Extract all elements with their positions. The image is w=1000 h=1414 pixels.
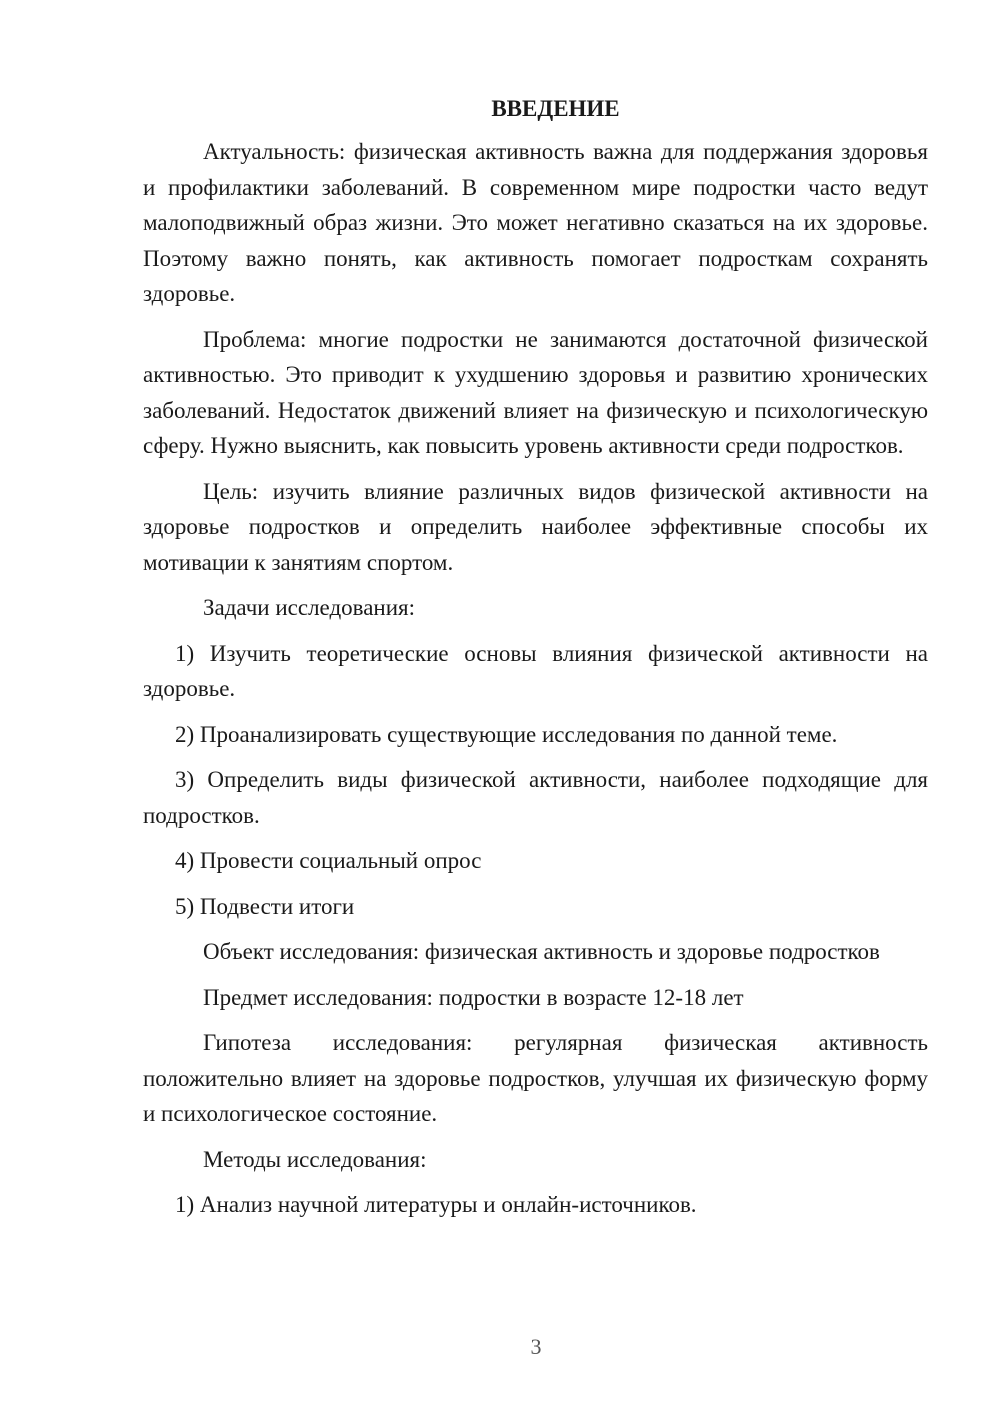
task-item-4: 4) Провести социальный опрос [175, 848, 482, 873]
task-item-2: 2) Проанализировать существующие исследования по данной теме. [175, 721, 838, 747]
paragraph-goal: Цель: изучить влияние различных видов физической активности на здоровье подростков и определить наиболее эффективные способы их мотивации к занятиям спортом. [143, 478, 928, 575]
page-title: ВВЕДЕНИЕ [491, 96, 620, 121]
paragraph-subject: Предмет исследования: подростки в возрасте 12-18 лет [203, 984, 744, 1010]
paragraph-relevance: Актуальность: физическая активность важна для поддержания здоровья и профилактики заболеваний. В современном мире подростки часто ведут малоподвижный образ жизни. Это может негативно сказаться на их здоровье. Поэтому важно понять, как активность помогает подросткам сохранять здоровье. [143, 139, 928, 306]
method-item-1: 1) Анализ научной литературы и онлайн-источников. [175, 1192, 697, 1217]
task-item-3: 3) Определить виды физической активности, наиболее подходящие для подростков. [143, 767, 928, 828]
page-number: 3 [530, 1334, 542, 1359]
paragraph-problem: Проблема: многие подростки не занимаются достаточной физической активностью. Это приводит к ухудшению здоровья и развитию хронических заболеваний. Недостаток движений влияет на физическую и психологическую сферу. Нужно выяснить, как повысить уровень активности среди подростков. [143, 326, 928, 458]
paragraph-tasks-heading: Задачи исследования: [203, 595, 416, 620]
paragraph-object: Объект исследования: физическая активность и здоровье подростков [203, 939, 880, 964]
paragraph-methods-heading: Методы исследования: [203, 1146, 427, 1172]
paragraph-hypothesis: Гипотеза исследования: регулярная физическая активность положительно влияет на здоровье подростков, улучшая их физическую форму и психологическое состояние. [143, 1030, 928, 1126]
task-item-5: 5) Подвести итоги [175, 893, 355, 919]
task-item-1: 1) Изучить теоретические основы влияния физической активности на здоровье. [143, 640, 928, 701]
